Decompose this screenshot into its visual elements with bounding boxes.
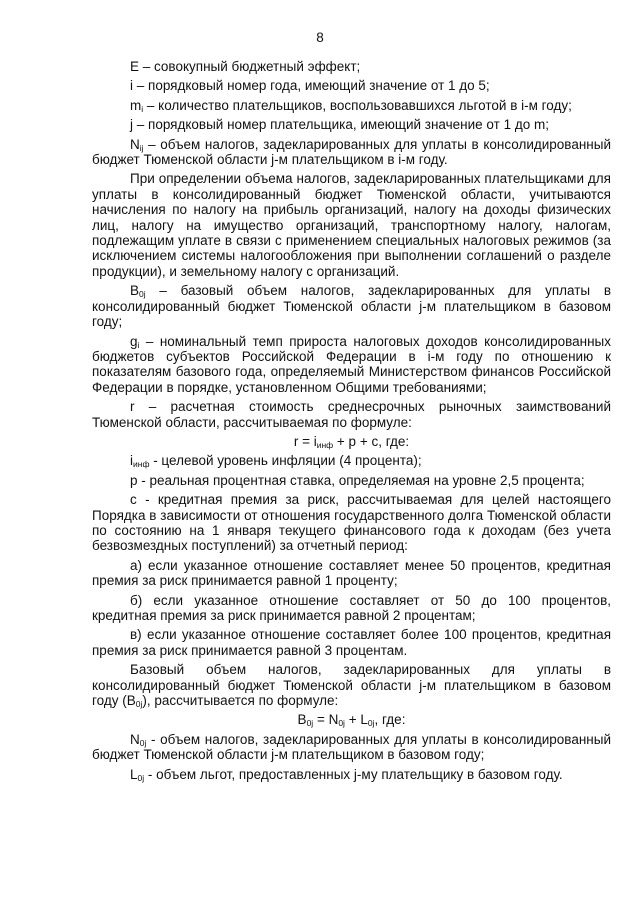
- paragraph-text: – базовый объем налогов, задекларированных для уплаты в консолидированный бюджет Тюменской области j-м плательщиком в базовом году;: [92, 283, 611, 330]
- symbol: m: [130, 97, 142, 113]
- document-body: [92, 59, 611, 786]
- symbol-subscript: i: [137, 339, 140, 350]
- symbol-subscript: i: [141, 103, 144, 114]
- paragraph-nij-definition: [92, 137, 611, 168]
- formula-subscript: инф: [316, 439, 334, 450]
- formula-part: , где:: [374, 712, 406, 728]
- paragraph-e-definition: [92, 59, 611, 74]
- paragraph-c-definition: [92, 492, 611, 554]
- symbol-subscript: инф: [133, 459, 150, 470]
- formula-r: [92, 434, 611, 449]
- paragraph-text: - объем льгот, предоставленных j-му плательщику в базовом году.: [144, 766, 563, 782]
- paragraph-text: а) если указанное отношение составляет менее 50 процентов, кредитная премия за риск принимается равной 1 проценту;: [92, 557, 611, 589]
- formula-part: r = i: [293, 433, 317, 449]
- formula-part: = N: [313, 712, 339, 728]
- formula-part: + p + c, где:: [333, 433, 410, 449]
- paragraph-text: При определении объема налогов, задекларированных плательщиками для уплаты в консолидированный бюджет Тюменской области, учитываются начисления по налогу на прибыль организаций, налогу на доходы физических лиц, налогу на имущество организаций, транспортному налогу, налогам, подлежащим уплате в связи с применением специальных налоговых режимов (за исключением системы налогообложения при выполнении соглашений о разделе продукции), и земельному налогу с организаций.: [92, 171, 611, 279]
- formula-part: + L: [344, 712, 368, 728]
- symbol: L: [130, 766, 138, 782]
- paragraph-j-definition: [92, 117, 611, 132]
- paragraph-l0j-definition: [92, 767, 611, 782]
- paragraph-b0j-definition: [92, 283, 611, 329]
- page-number: 8: [316, 30, 324, 45]
- symbol: N: [130, 731, 140, 747]
- symbol-subscript: 0j: [139, 737, 147, 748]
- paragraph-text: ), рассчитывается по формуле:: [142, 693, 339, 709]
- formula-b0j: [92, 712, 611, 727]
- formula-subscript: 0j: [338, 718, 345, 729]
- symbol-subscript: 0j: [137, 772, 145, 783]
- paragraph-text: p - реальная процентная ставка, определяемая на уровне 2,5 процента;: [130, 472, 585, 488]
- paragraph-text: - целевой уровень инфляции (4 процента);: [149, 453, 422, 469]
- formula-part: B: [297, 712, 307, 728]
- paragraph-case-b: [92, 593, 611, 624]
- symbol-subscript: 0j: [135, 699, 143, 710]
- paragraph-text: – объем налогов, задекларированных для уплаты в консолидированный бюджет Тюменской области j-м плательщиком в i-м году.: [92, 136, 611, 168]
- paragraph-text: – номинальный темп прироста налоговых доходов консолидированных бюджетов субъектов Российской Федерации в i-м году по отношению к показателям базового года, определяемый Министерством финансов Российской Федерации в порядке, установленном Общими требованиями;: [92, 333, 611, 395]
- paragraph-n0j-definition: [92, 732, 611, 763]
- paragraph-text: – количество плательщиков, воспользовавшихся льготой в i-м году;: [143, 97, 572, 113]
- paragraph-text: в) если указанное отношение составляет более 100 процентов, кредитная премия за риск принимается равной 3 процентам.: [92, 627, 611, 658]
- formula-subscript: 0j: [306, 718, 314, 729]
- symbol: i: [130, 453, 133, 469]
- symbol-subscript: 0j: [139, 289, 146, 300]
- symbol: N: [130, 136, 140, 152]
- paragraph-text: i – порядковый номер года, имеющий значение от 1 до 5;: [130, 78, 490, 94]
- paragraph-taxes-included: [92, 171, 611, 279]
- paragraph-text: r – расчетная стоимость среднесрочных рыночных заимствований Тюменской области, рассчитываемая по формуле:: [92, 399, 611, 430]
- paragraph-text: Базовый объем налогов, задекларированных для уплаты в консолидированный бюджет Тюменской области j-м плательщиком в базовом году (B: [92, 662, 611, 709]
- paragraph-r-definition: [92, 399, 611, 430]
- formula-subscript: 0j: [367, 718, 375, 729]
- paragraph-gi-definition: [92, 334, 611, 396]
- paragraph-case-c: [92, 627, 611, 658]
- symbol: g: [130, 333, 138, 349]
- symbol-subscript: ij: [139, 142, 144, 153]
- paragraph-i-definition: [92, 78, 611, 93]
- paragraph-text: с - кредитная премия за риск, рассчитываемая для целей настоящего Порядка в зависимости от отношения государственного долга Тюменской области по состоянию на 1 января текущего финансового года к доходам (без учета безвозмездных поступлений) за отчетный период:: [92, 492, 611, 554]
- paragraph-text: - объем налогов, задекларированных для уплаты в консолидированный бюджет Тюменской области j-м плательщиком в базовом году;: [92, 731, 611, 763]
- symbol: B: [130, 283, 140, 299]
- paragraph-base-volume: [92, 662, 611, 708]
- paragraph-m-definition: [92, 98, 611, 113]
- paragraph-case-a: [92, 558, 611, 589]
- paragraph-text: E – совокупный бюджетный эффект;: [130, 59, 361, 74]
- paragraph-text: б) если указанное отношение составляет от 50 до 100 процентов, кредитная премия за риск принимается равной 2 процентам;: [92, 592, 611, 623]
- paragraph-text: j – порядковый номер плательщика, имеющий значение от 1 до m;: [130, 117, 549, 133]
- paragraph-p-definition: [92, 473, 611, 488]
- paragraph-inflation-definition: [92, 453, 611, 468]
